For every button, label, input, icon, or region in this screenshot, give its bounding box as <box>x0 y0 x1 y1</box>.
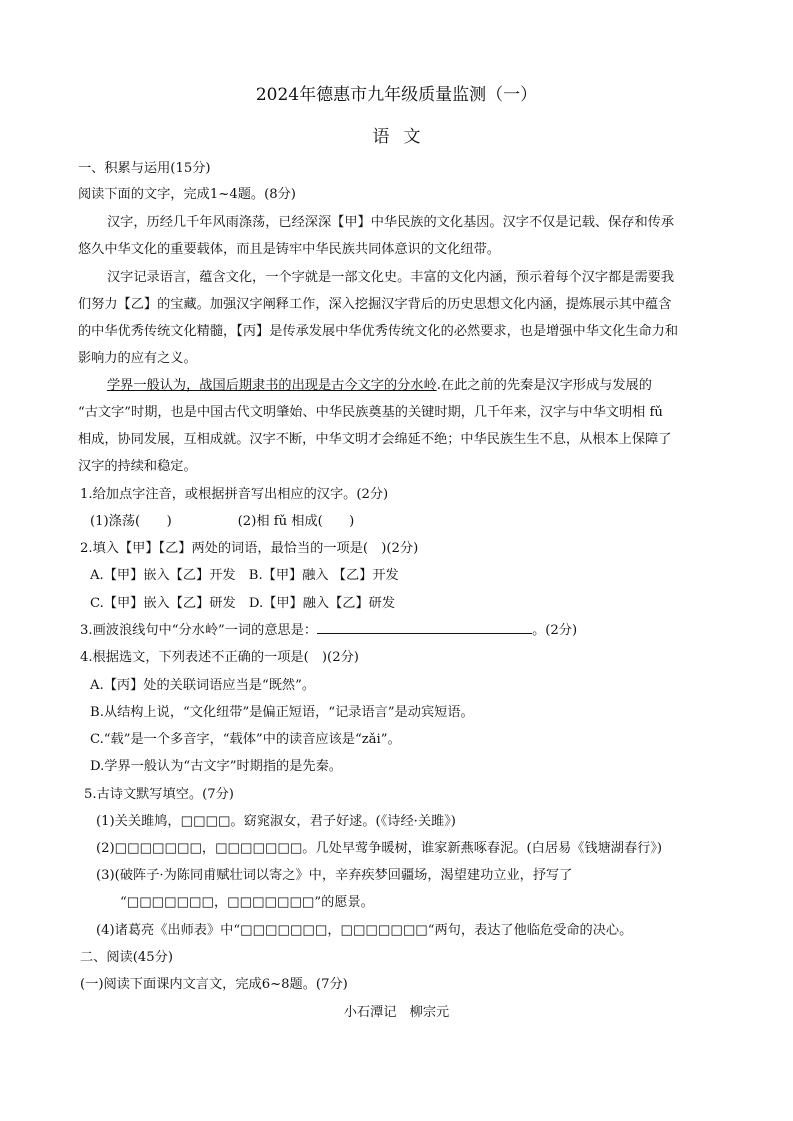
reading-instruction: 阅读下面的文字，完成1~4题。(8分) <box>78 187 296 202</box>
question-3-points: 。(2分) <box>532 623 578 638</box>
question-5-item-1: (1)关关雎鸠，□□□□。窈窕淑女，君子好逑。(《诗经·关雎》) <box>96 814 456 829</box>
paragraph-2-line-3: 的中华优秀传统文化精髓，【丙】是传承发展中华优秀传统文化的必然要求，也是增强中华文化生命力和 <box>78 324 679 339</box>
paragraph-1-line-2: 悠久中华文化的重要载体，而且是铸牢中华民族共同体意识的文化纽带。 <box>78 242 500 257</box>
passage-title: 小石潭记 柳宗元 <box>343 1005 450 1020</box>
question-4-option-d: D.学界一般认为“古文字”时期指的是先秦。 <box>90 759 342 774</box>
reading-subsection-instruction: (一)阅读下面课内文言文，完成6~8题。(7分) <box>80 977 348 992</box>
section-heading-reading: 二、阅读(45分) <box>80 950 174 965</box>
section-heading-accumulation: 一、积累与运用(15分) <box>78 161 211 176</box>
subject-title: 语文 <box>372 127 435 147</box>
question-5: 5.古诗文默写填空。(7分) <box>84 787 234 802</box>
paragraph-2-line-1: 汉字记录语言，蕴含文化，一个字就是一部文化史。丰富的文化内涵，预示着每个汉字都是需要我 <box>107 270 675 285</box>
answer-blank[interactable] <box>317 621 532 634</box>
question-4-option-c: C.“载”是一个多音字，“载体”中的读音应该是“zǎi”。 <box>90 732 401 747</box>
question-5-item-4: (4)诸葛亮《出师表》中“□□□□□□□，□□□□□□□“两句，表达了他临危受命的决心。 <box>96 923 633 938</box>
question-5-item-2: (2)□□□□□□□，□□□□□□□。几处早莺争暖树，谁家新燕啄春泥。(白居易《钱塘湖春行》) <box>96 841 663 856</box>
wavy-underlined-sentence: 学界一般认为，战国后期隶书的出现是古今文字的分水岭 <box>107 378 437 393</box>
question-2-options-ab: A.【甲】嵌入【乙】开发 B.【甲】融入 【乙】开发 <box>90 568 399 583</box>
paragraph-2-line-4: 影响力的应有之义。 <box>78 351 197 366</box>
question-5-item-3-line-2: “□□□□□□□，□□□□□□□”的愿景。 <box>120 895 374 910</box>
question-2: 2.填入【甲】【乙】两处的词语，最恰当的一项是( )(2分) <box>80 541 419 556</box>
paragraph-3-continuation: .在此之前的先秦是汉字形成与发展的 <box>436 378 652 393</box>
question-4-option-a: A.【丙】处的关联词语应当是“既然”。 <box>90 678 316 693</box>
paragraph-1-line-1: 汉字，历经几千年风雨涤荡，已经深深【甲】中华民族的文化基因。汉字不仅是记载、保存和传承 <box>107 215 675 230</box>
paragraph-2-line-2: 们努力【乙】的宝藏。加强汉字阐释工作，深入挖掘汉字背后的历史思想文化内涵，提炼展示其中蕴含 <box>78 297 672 312</box>
question-2-options-cd: C.【甲】嵌入【乙】研发 D.【甲】融入【乙】研发 <box>90 596 396 611</box>
question-3-prompt: 3.画波浪线句中“分水岭”一词的意思是： <box>80 623 318 638</box>
paragraph-3-line-2: “古文字”时期，也是中国古代文明肇始、中华民族奠基的关键时期，几千年来，汉字与中华文明相 fǔ <box>78 405 663 420</box>
exam-title: 2024年德惠市九年级质量监测（一） <box>255 85 538 105</box>
paragraph-3-line-3: 相成，协同发展，互相成就。汉字不断，中华文明才会绵延不绝；中华民族生生不息，从根本上保障了 <box>78 432 672 447</box>
question-1: 1.给加点字注音，或根据拼音写出相应的汉字。(2分) <box>80 487 389 502</box>
question-5-item-3-line-1: (3)(破阵子·为陈同甫赋壮词以寄之》中，辛弃疾梦回疆场，渴望建功立业，抒写了 <box>96 868 573 883</box>
question-4-option-b: B.从结构上说，“文化纽带”是偏正短语，“记录语言”是动宾短语。 <box>90 705 474 720</box>
paragraph-3-line-1 <box>107 376 652 396</box>
question-3 <box>80 621 577 641</box>
paragraph-3-line-4: 汉字的持续和稳定。 <box>78 459 197 474</box>
question-4: 4.根据选文，下列表述不正确的一项是( )(2分) <box>80 650 359 665</box>
question-1-items: (1)涤荡( ) (2)相 fǔ 相成( ) <box>90 514 355 529</box>
